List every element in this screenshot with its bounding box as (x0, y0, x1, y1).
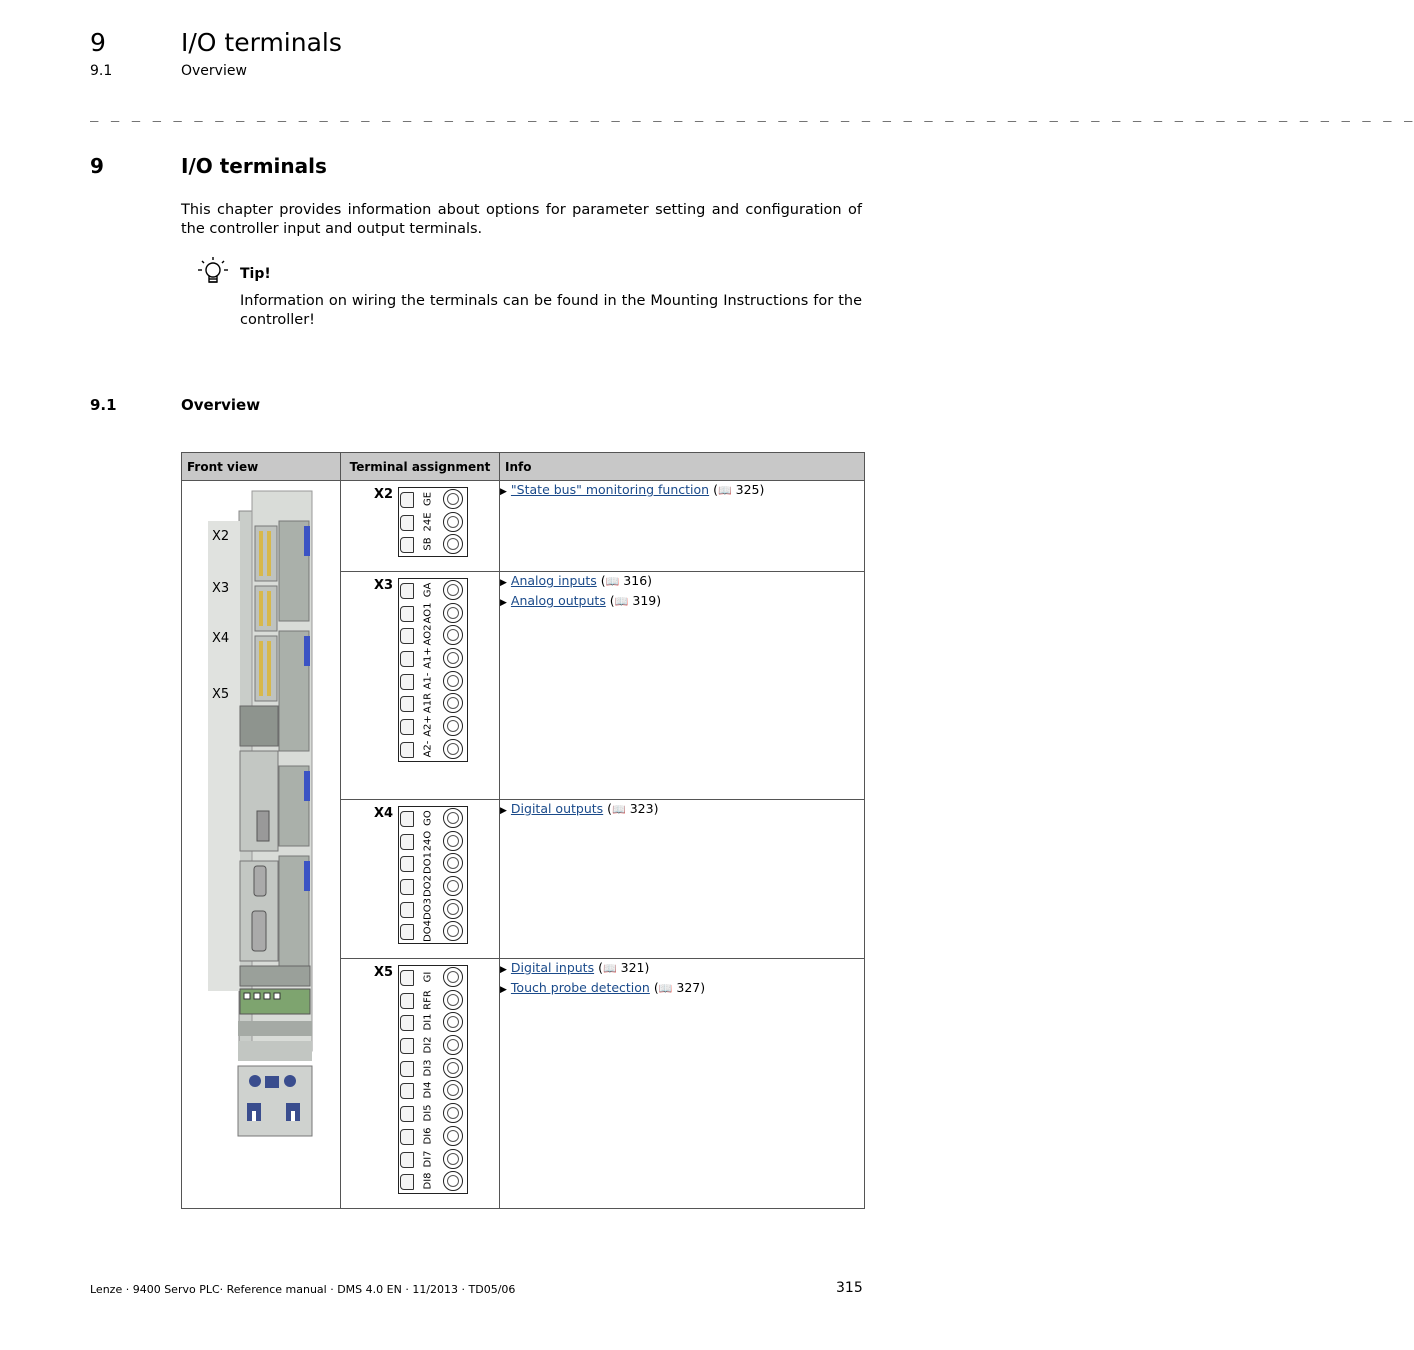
info-x2-cell (500, 481, 865, 572)
pin-clamp (400, 1083, 414, 1099)
pin-label: DI8 (422, 1172, 434, 1190)
terminal-pin (399, 511, 467, 534)
page-reference: 319 (632, 593, 657, 608)
page-number: 315 (836, 1280, 863, 1296)
pin-label-box (415, 715, 441, 737)
page-reference: 327 (676, 980, 701, 995)
pin-screw (443, 990, 463, 1010)
pin-clamp (400, 1174, 414, 1190)
info-x3-cell (500, 572, 865, 800)
pin-label: DI5 (422, 1104, 434, 1122)
pin-screw (443, 603, 463, 623)
info-link-item[interactable]: ▶ "State bus" monitoring function (📖 325) (500, 482, 765, 497)
front-label-x4: X4 (212, 631, 230, 646)
pin-label: SB (422, 537, 434, 551)
pin-label: A2- (422, 740, 434, 758)
pin-label-box (415, 807, 441, 829)
triangle-right-icon: ▶ (500, 578, 507, 588)
cross-reference-link[interactable]: Digital inputs (510, 960, 595, 975)
pin-screw (443, 853, 463, 873)
info-link-item[interactable]: ▶ Touch probe detection (📖 327) (500, 980, 706, 995)
pin-label: 24E (422, 512, 434, 532)
tip-text: Information on wiring the terminals can be found in the Mounting Instructions for the controller! (240, 293, 862, 328)
pin-clamp (400, 834, 414, 850)
cross-reference-link[interactable]: "State bus" monitoring function (510, 482, 710, 497)
cross-reference-link[interactable]: Touch probe detection (510, 980, 650, 995)
pin-label: DI4 (422, 1081, 434, 1099)
pin-clamp (400, 970, 414, 986)
info-link-item[interactable]: ▶ Digital outputs (📖 323) (500, 801, 659, 816)
pin-screw (443, 534, 463, 554)
pin-clamp (400, 811, 414, 827)
pin-screw (443, 648, 463, 668)
pin-label: DI7 (422, 1149, 434, 1168)
info-link-item[interactable]: ▶ Analog outputs (📖 319) (500, 593, 662, 608)
pin-clamp (400, 628, 414, 644)
pin-label-box (415, 920, 441, 942)
terminal-pin (399, 1170, 467, 1193)
col-header-terminal-assignment: Terminal assignment (341, 453, 500, 481)
pin-screw (443, 1149, 463, 1169)
connector-label-x5: X5 (374, 965, 394, 980)
pin-screw (443, 512, 463, 532)
heading-number: 9 (90, 154, 104, 178)
terminal-pin (399, 1034, 467, 1057)
pin-screw (443, 1058, 463, 1078)
terminal-pin (399, 852, 467, 875)
pin-label: GE (422, 491, 434, 507)
pin-label: AO1 (422, 602, 434, 624)
pin-clamp (400, 696, 414, 712)
book-icon: 📖 (602, 962, 617, 975)
info-x5-cell (500, 959, 865, 1209)
pin-clamp (400, 583, 414, 599)
terminal-block-x5 (398, 965, 468, 1194)
terminal-pin (399, 533, 467, 556)
terminal-pin (399, 738, 467, 761)
pin-clamp (400, 674, 414, 690)
terminal-pin (399, 1148, 467, 1171)
tip-label: Tip! (240, 266, 271, 282)
pin-screw (443, 1035, 463, 1055)
pin-label-box (415, 1079, 441, 1101)
cross-reference-link[interactable]: Digital outputs (510, 801, 604, 816)
pin-clamp (400, 719, 414, 735)
intro-paragraph: This chapter provides information about options for parameter setting and configuration of the controller input and output terminals. (181, 202, 862, 237)
terminal-pin (399, 488, 467, 511)
terminal-pin (399, 875, 467, 898)
info-link-item[interactable]: ▶ Digital inputs (📖 321) (500, 960, 650, 975)
terminal-pin (399, 647, 467, 670)
pin-screw (443, 808, 463, 828)
controller-front-view-image (182, 481, 341, 1207)
pin-label-box (415, 989, 441, 1011)
pin-label-box (415, 488, 441, 510)
connector-label-x3: X3 (374, 578, 394, 593)
pin-label: GO (422, 810, 434, 826)
terminal-pin (399, 715, 467, 738)
triangle-right-icon: ▶ (500, 806, 507, 816)
book-icon: 📖 (614, 595, 629, 608)
pin-clamp (400, 1061, 414, 1077)
terminal-x4-cell (341, 800, 500, 959)
terminal-x5-cell (341, 959, 500, 1209)
pin-label: 24O (422, 830, 434, 851)
pin-clamp (400, 742, 414, 758)
pin-clamp (400, 993, 414, 1009)
pin-label-box (415, 1034, 441, 1056)
terminal-block-x2 (398, 487, 468, 557)
page-reference: 316 (623, 573, 648, 588)
terminal-x3-cell (341, 572, 500, 800)
terminal-pin (399, 670, 467, 693)
pin-label: DO3 (422, 897, 434, 920)
front-view-cell (182, 481, 341, 1209)
header-chapter-number: 9 (90, 28, 106, 57)
pin-label-box (415, 533, 441, 555)
terminal-pin (399, 1125, 467, 1148)
pin-label: DI1 (422, 1013, 434, 1031)
pin-clamp (400, 924, 414, 940)
terminal-pin (399, 830, 467, 853)
terminal-pin (399, 989, 467, 1012)
terminal-pin (399, 1057, 467, 1080)
pin-label: DI2 (422, 1036, 434, 1054)
pin-screw (443, 716, 463, 736)
pin-clamp (400, 515, 414, 531)
pin-label: DI6 (422, 1127, 434, 1145)
pin-label-box (415, 1148, 441, 1170)
pin-screw (443, 1126, 463, 1146)
pin-label-box (415, 830, 441, 852)
pin-clamp (400, 902, 414, 918)
pin-screw (443, 899, 463, 919)
cross-reference-link[interactable]: Analog inputs (510, 573, 597, 588)
pin-clamp (400, 606, 414, 622)
pin-label-box (415, 602, 441, 624)
pin-screw (443, 1012, 463, 1032)
pin-screw (443, 1171, 463, 1191)
pin-label-box (415, 670, 441, 692)
pin-clamp (400, 492, 414, 508)
terminal-block-x4 (398, 806, 468, 944)
terminal-pin (399, 1102, 467, 1125)
terminal-pin (399, 1079, 467, 1102)
pin-label-box (415, 1102, 441, 1124)
book-icon: 📖 (612, 803, 626, 816)
lightbulb-icon (196, 255, 230, 289)
front-label-x2: X2 (212, 529, 230, 544)
pin-screw (443, 967, 463, 987)
terminal-x2-cell (341, 481, 500, 572)
pin-label-box (415, 898, 441, 920)
book-icon: 📖 (605, 575, 620, 588)
pin-label-box (415, 579, 441, 601)
terminal-pin (399, 966, 467, 989)
pin-label: A1R (422, 693, 434, 714)
info-x4-cell (500, 800, 865, 959)
pin-label-box (415, 1057, 441, 1079)
pin-label: A1+ (422, 647, 434, 669)
page-reference: 321 (620, 960, 645, 975)
cross-reference-link[interactable]: Analog outputs (510, 593, 606, 608)
pin-label: DO4 (422, 920, 434, 943)
info-link-item[interactable]: ▶ Analog inputs (📖 316) (500, 573, 653, 588)
pin-clamp (400, 879, 414, 895)
pin-label: DO1 (422, 852, 434, 875)
pin-clamp (400, 651, 414, 667)
pin-screw (443, 831, 463, 851)
front-label-x5: X5 (212, 687, 230, 702)
pin-screw (443, 1080, 463, 1100)
pin-label-box (415, 966, 441, 988)
pin-label: GI (422, 971, 434, 983)
pin-label-box (415, 738, 441, 760)
terminal-pin (399, 624, 467, 647)
pin-label-box (415, 647, 441, 669)
pin-screw (443, 625, 463, 645)
pin-clamp (400, 1152, 414, 1168)
pin-label-box (415, 875, 441, 897)
header-section-number: 9.1 (90, 63, 113, 79)
pin-screw (443, 489, 463, 509)
terminal-pin (399, 807, 467, 830)
pin-label-box (415, 1170, 441, 1192)
triangle-right-icon: ▶ (500, 965, 507, 975)
pin-label: A1- (422, 672, 434, 690)
pin-label: A2+ (422, 715, 434, 737)
header-separator: _ _ _ _ _ _ _ _ _ _ _ _ _ _ _ _ _ _ _ _ _ _ _ _ _ _ _ _ _ _ _ _ _ _ _ _ _ _ _ _ _ _ _ _ _ _ _ _ _ _ _ _ _ _ _ _ _ _ _ _ _ _ _ _ (90, 106, 1414, 122)
pin-screw (443, 739, 463, 759)
page-reference: 323 (629, 801, 654, 816)
pin-label: GA (422, 582, 434, 598)
terminal-pin (399, 1011, 467, 1034)
pin-clamp (400, 1015, 414, 1031)
pin-screw (443, 876, 463, 896)
heading-title: I/O terminals (181, 154, 327, 178)
triangle-right-icon: ▶ (500, 487, 507, 497)
header-chapter-title: I/O terminals (181, 28, 342, 57)
header-section-title: Overview (181, 63, 247, 79)
terminal-pin (399, 692, 467, 715)
pin-screw (443, 1103, 463, 1123)
triangle-right-icon: ▶ (500, 985, 507, 995)
pin-label-box (415, 1011, 441, 1033)
pin-clamp (400, 537, 414, 553)
pin-label-box (415, 692, 441, 714)
front-label-x3: X3 (212, 581, 230, 596)
pin-label: RFR (422, 989, 434, 1010)
pin-clamp (400, 1106, 414, 1122)
col-header-front-view: Front view (182, 453, 341, 481)
triangle-right-icon: ▶ (500, 598, 507, 608)
overview-table (181, 452, 865, 1209)
pin-clamp (400, 1038, 414, 1054)
book-icon: 📖 (658, 982, 673, 995)
section-title: Overview (181, 396, 261, 414)
pin-label-box (415, 624, 441, 646)
terminal-pin (399, 579, 467, 602)
pin-clamp (400, 856, 414, 872)
pin-label: DO2 (422, 875, 434, 898)
pin-screw (443, 671, 463, 691)
page-reference: 325 (735, 482, 760, 497)
connector-label-x4: X4 (374, 806, 394, 821)
pin-screw (443, 921, 463, 941)
col-header-info: Info (500, 453, 865, 481)
pin-clamp (400, 1129, 414, 1145)
pin-screw (443, 580, 463, 600)
terminal-pin (399, 602, 467, 625)
book-icon: 📖 (717, 484, 732, 497)
pin-label-box (415, 511, 441, 533)
terminal-block-x3 (398, 578, 468, 762)
pin-label: DI3 (422, 1059, 434, 1077)
pin-label-box (415, 1125, 441, 1147)
terminal-pin (399, 920, 467, 943)
section-number: 9.1 (90, 396, 117, 414)
footer-text: Lenze · 9400 Servo PLC· Reference manual · DMS 4.0 EN · 11/2013 · TD05/06 (90, 1283, 516, 1296)
pin-screw (443, 693, 463, 713)
pin-label: AO2 (422, 624, 434, 646)
pin-label-box (415, 852, 441, 874)
connector-label-x2: X2 (374, 487, 394, 502)
terminal-pin (399, 898, 467, 921)
